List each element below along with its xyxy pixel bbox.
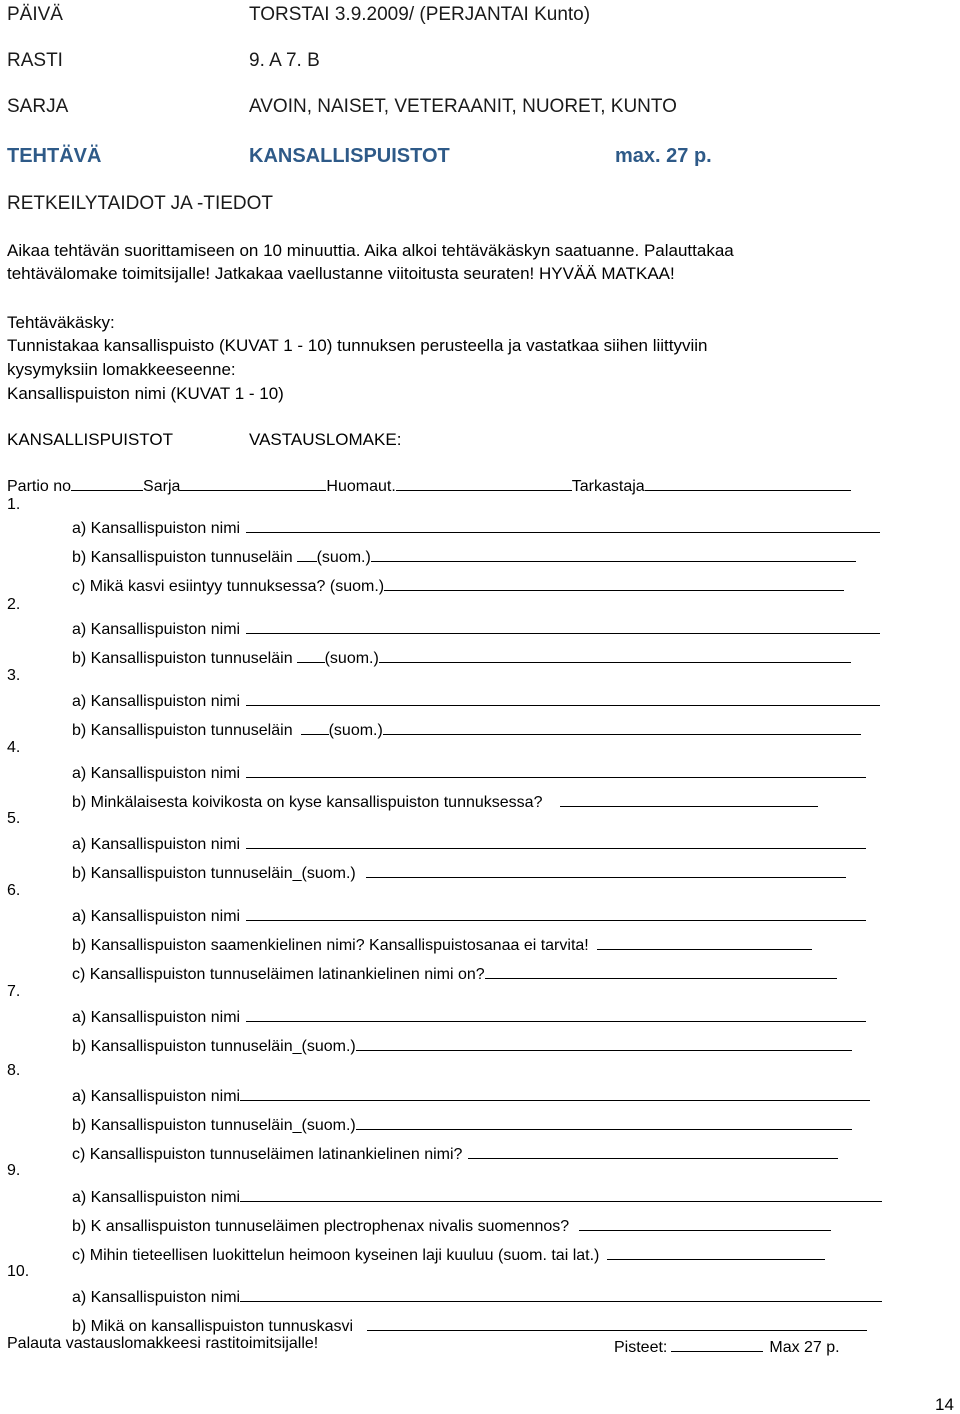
- answer-line[interactable]: [240, 1286, 882, 1302]
- question-text: a) Kansallispuiston nimi: [72, 520, 241, 537]
- question-number: 10.: [7, 1263, 30, 1280]
- page-number: 14: [935, 1395, 954, 1414]
- answer-line[interactable]: [246, 517, 880, 533]
- answer-line[interactable]: [366, 862, 846, 878]
- instructions-line-2: kysymyksiin lomakkeeseenne:: [7, 360, 236, 379]
- answer-line[interactable]: [579, 1215, 831, 1231]
- return-instruction: Palauta vastauslomakkeesi rastitoimitsijalle!: [7, 1335, 319, 1352]
- question-text: a) Kansallispuiston nimi: [72, 1088, 241, 1105]
- question-item: [72, 862, 846, 882]
- question-item: [72, 905, 866, 925]
- question-number: 4.: [7, 739, 21, 756]
- huomaut-field[interactable]: [396, 475, 572, 491]
- tehtava-label: TEHTÄVÄ: [7, 145, 102, 167]
- question-item: [72, 1085, 870, 1105]
- question-text: b) Kansallispuiston tunnuseläin_(suom.): [72, 1117, 356, 1134]
- question-item: [72, 1244, 825, 1264]
- answer-line[interactable]: [246, 905, 866, 921]
- answer-blank[interactable]: [297, 546, 317, 562]
- question-suffix: (suom.): [316, 549, 371, 566]
- question-text: a) Kansallispuiston nimi: [72, 908, 241, 925]
- question-suffix: (suom.): [328, 722, 383, 739]
- answer-line[interactable]: [240, 1186, 882, 1202]
- question-item: [72, 690, 880, 710]
- question-text: b) Kansallispuiston saamenkielinen nimi? Kansallispuistosanaa ei tarvita!: [72, 937, 589, 954]
- category-title: RETKEILYTAIDOT JA -TIEDOT: [7, 193, 274, 214]
- question-item: [72, 618, 880, 638]
- rasti-label: RASTI: [7, 50, 63, 71]
- form-meta-row: [7, 475, 851, 495]
- question-text: b) Kansallispuiston tunnuseläin: [72, 650, 293, 667]
- question-item: [72, 1006, 866, 1026]
- paiva-label: PÄIVÄ: [7, 4, 63, 25]
- answer-line[interactable]: [379, 647, 851, 663]
- question-number: 2.: [7, 596, 21, 613]
- question-text: b) Mikä on kansallispuiston tunnuskasvi: [72, 1318, 354, 1335]
- points-row: [614, 1336, 840, 1356]
- question-item: [72, 1215, 831, 1235]
- answer-line[interactable]: [246, 762, 866, 778]
- question-item: [72, 647, 851, 667]
- max-points-footer: Max 27 p.: [769, 1339, 840, 1356]
- question-text: b) Kansallispuiston tunnuseläin_(suom.): [72, 1038, 356, 1055]
- answer-line[interactable]: [468, 1143, 838, 1159]
- question-item: [72, 719, 861, 739]
- points-label: Pisteet:: [614, 1339, 668, 1356]
- answer-line[interactable]: [383, 719, 861, 735]
- question-text: a) Kansallispuiston nimi: [72, 693, 241, 710]
- answer-line[interactable]: [246, 618, 880, 634]
- question-item: [72, 1315, 867, 1335]
- answer-line[interactable]: [485, 963, 837, 979]
- answer-line[interactable]: [240, 1085, 870, 1101]
- question-item: [72, 575, 844, 595]
- partio-label: Partio no: [7, 478, 72, 495]
- question-item: [72, 791, 818, 811]
- question-text: a) Kansallispuiston nimi: [72, 765, 241, 782]
- question-item: [72, 963, 837, 983]
- question-number: 7.: [7, 983, 21, 1000]
- sarja-label: SARJA: [7, 96, 69, 117]
- sarja-field[interactable]: [180, 475, 326, 491]
- question-text: c) Mihin tieteellisen luokittelun heimoon kyseinen laji kuuluu (suom. tai lat.): [72, 1247, 600, 1264]
- question-text: b) Kansallispuiston tunnuseläin: [72, 722, 293, 739]
- answer-blank[interactable]: [297, 647, 325, 663]
- sarja-value: AVOIN, NAISET, VETERAANIT, NUORET, KUNTO: [249, 96, 677, 117]
- question-number: 3.: [7, 667, 21, 684]
- question-item: [72, 934, 812, 954]
- question-item: [72, 1186, 882, 1206]
- question-item: [72, 833, 866, 853]
- answer-line[interactable]: [607, 1244, 825, 1260]
- answer-line[interactable]: [597, 934, 812, 950]
- max-points-header: max. 27 p.: [615, 145, 712, 167]
- question-number: 9.: [7, 1162, 21, 1179]
- question-item: [72, 1035, 852, 1055]
- form-title-right: VASTAUSLOMAKE:: [249, 430, 402, 449]
- question-text: c) Kansallispuiston tunnuseläimen latinankielinen nimi?: [72, 1146, 463, 1163]
- answer-line[interactable]: [246, 690, 880, 706]
- question-item: [72, 517, 880, 537]
- answer-line[interactable]: [356, 1114, 852, 1130]
- paiva-value: TORSTAI 3.9.2009/ (PERJANTAI Kunto): [249, 4, 591, 25]
- intro-line-1: Aikaa tehtävän suorittamiseen on 10 minuuttia. Aika alkoi tehtäväkäskyn saatuanne. Palauttakaa: [7, 241, 734, 260]
- sarja-field-label: Sarja: [143, 478, 181, 495]
- question-number: 5.: [7, 810, 21, 827]
- question-text: b) K ansallispuiston tunnuseläimen plectrophenax nivalis suomennos?: [72, 1218, 570, 1235]
- question-text: b) Minkälaisesta koivikosta on kyse kansallispuiston tunnuksessa?: [72, 794, 543, 811]
- question-item: [72, 762, 866, 782]
- answer-line[interactable]: [356, 1035, 852, 1051]
- rasti-value: 9. A 7. B: [249, 50, 320, 71]
- tarkastaja-label: Tarkastaja: [571, 478, 645, 495]
- question-item: [72, 1114, 852, 1134]
- intro-line-2: tehtävälomake toimitsijalle! Jatkakaa vaellustanne viitoitusta seuraten! HYVÄÄ MATKAA!: [7, 264, 675, 283]
- answer-line[interactable]: [384, 575, 844, 591]
- huomaut-label: Huomaut.: [326, 478, 396, 495]
- tarkastaja-field[interactable]: [645, 475, 851, 491]
- instructions-line-1: Tunnistakaa kansallispuisto (KUVAT 1 - 10) tunnuksen perusteella ja vastatkaa siihen liittyviin: [7, 336, 708, 355]
- answer-line[interactable]: [367, 1315, 867, 1331]
- question-text: a) Kansallispuiston nimi: [72, 1189, 241, 1206]
- question-text: a) Kansallispuiston nimi: [72, 621, 241, 638]
- question-item: [72, 1143, 838, 1163]
- question-text: c) Kansallispuiston tunnuseläimen latinankielinen nimi on?: [72, 966, 485, 983]
- question-number: 1.: [7, 496, 21, 513]
- question-text: a) Kansallispuiston nimi: [72, 1289, 241, 1306]
- question-text: c) Mikä kasvi esiintyy tunnuksessa? (suom.): [72, 578, 385, 595]
- partio-field[interactable]: [71, 475, 143, 491]
- question-number: 6.: [7, 882, 21, 899]
- answer-line[interactable]: [371, 546, 856, 562]
- question-suffix: (suom.): [324, 650, 379, 667]
- form-title-left: KANSALLISPUISTOT: [7, 430, 173, 449]
- question-text: a) Kansallispuiston nimi: [72, 836, 241, 853]
- question-text: b) Kansallispuiston tunnuseläin: [72, 549, 293, 566]
- points-field[interactable]: [671, 1336, 763, 1352]
- question-text: b) Kansallispuiston tunnuseläin_(suom.): [72, 865, 356, 882]
- question-text: a) Kansallispuiston nimi: [72, 1009, 241, 1026]
- question-number: 8.: [7, 1062, 21, 1079]
- question-item: [72, 546, 856, 566]
- question-item: [72, 1286, 882, 1306]
- instructions-heading: Tehtäväkäsky:: [7, 313, 115, 332]
- answer-blank[interactable]: [301, 719, 329, 735]
- answer-line[interactable]: [560, 791, 818, 807]
- tehtava-value: KANSALLISPUISTOT: [249, 145, 450, 167]
- instructions-line-3: Kansallispuiston nimi (KUVAT 1 - 10): [7, 384, 284, 403]
- answer-line[interactable]: [246, 833, 866, 849]
- answer-line[interactable]: [246, 1006, 866, 1022]
